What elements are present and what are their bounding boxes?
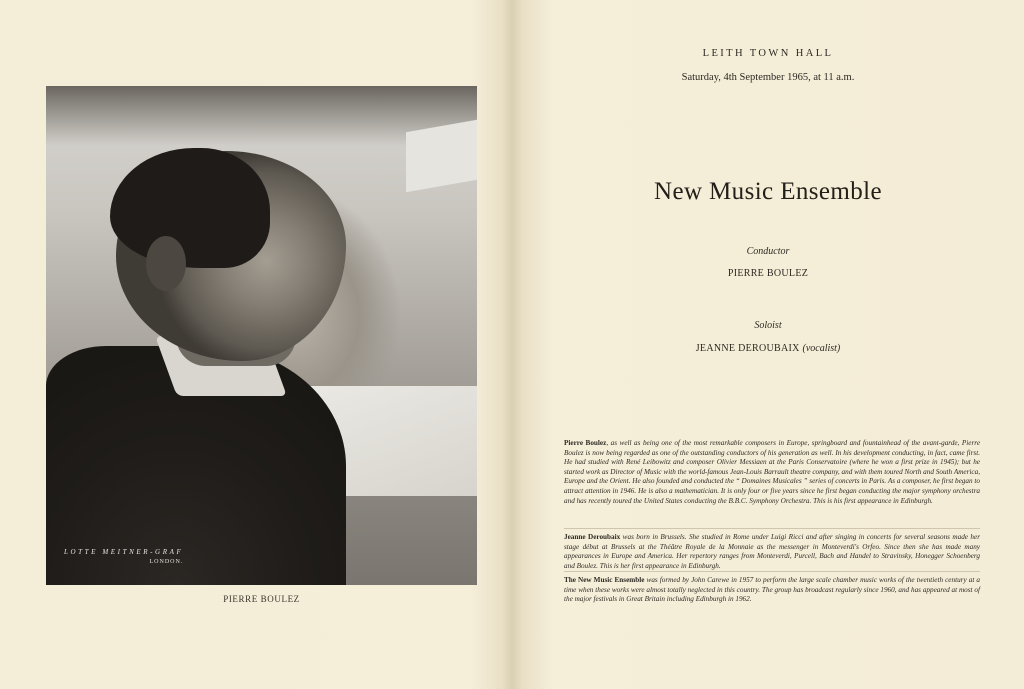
portrait-ear	[146, 236, 186, 291]
photo-credit-name: LOTTE MEITNER-GRAF	[64, 548, 184, 556]
soloist-label: Soloist	[754, 320, 782, 331]
bio-paragraph	[564, 576, 980, 605]
soloist-name: JEANNE DEROUBAIX	[695, 343, 800, 354]
bio-name: The New Music Ensemble	[564, 576, 645, 584]
soloist-note: (vocalist)	[802, 343, 841, 354]
portrait-hair	[110, 148, 270, 268]
bio-name: Pierre Boulez	[564, 439, 607, 447]
ensemble-title: New Music Ensemble	[654, 178, 882, 205]
left-page	[0, 0, 508, 689]
photo-credit	[64, 547, 183, 567]
conductor-label: Conductor	[746, 246, 790, 257]
bio-text: , as well as being one of the most remarkable composers in Europe, springboard and fountainhead of the avant-garde, Pierre Boulez is now being regarded as one of the outstanding conductors of his generation as well. In his development conducting, in fact, came first. He had studied with René Leibowitz and composer Olivier Messiaen at the Paris Conservatoire (where he won a first prize in 1945); but he started work as Director of Music with the world-famous Jean-Louis Barrault theatre company, and with them toured North and South America, Europe and the Orient. He also founded and conducted the “ Domaines Musicales ” series of concerts in Paris. As a composer, he first began to attract attention in 1946. He is also a mathematician. It is only four or five years since he first began conducting the major symphony orchestra and has recently toured the United States conducting the B.B.C. Symphony Orchestra. This is his first appearance in Edinburgh.	[564, 439, 981, 505]
concert-date: Saturday, 4th September 1965, at 11 a.m.	[681, 72, 855, 83]
bio-paragraph	[564, 439, 980, 506]
venue-heading: LEITH TOWN HALL	[702, 48, 834, 59]
photo-caption: PIERRE BOULEZ	[223, 594, 300, 604]
photo-background-light	[406, 120, 477, 193]
divider	[564, 528, 980, 529]
photo-credit-city: LONDON.	[149, 559, 184, 565]
soloist-line	[512, 343, 1024, 354]
divider	[564, 571, 980, 572]
bio-text: was formed by John Carewe in 1957 to perform the large scale chamber music works of the twentieth century at a time when these works were almost totally neglected in this country. The group has broadcast regularly since 1960, and has appeared at most of the major festivals in Great Britain including Edinburgh in 1962.	[564, 576, 980, 604]
portrait-photo	[46, 86, 477, 585]
conductor-name: PIERRE BOULEZ	[727, 268, 809, 279]
right-page	[512, 0, 1024, 689]
bio-text: was born in Brussels. She studied in Rome under Luigi Ricci and after singing in concerts for several seasons made her stage début at Brussels at the Théâtre Royale de la Monnaie as the messenger in Monteverdi's Orfeo. Since then she has made many appearances in Europe and America. Her repertory ranges from Monteverdi, Purcell, Bach and Handel to Stravinsky, Honegger Schoenberg and Boulez. This is her first appearance in Edinburgh.	[564, 533, 981, 570]
bio-name: Jeanne Deroubaix	[564, 533, 621, 541]
bio-paragraph	[564, 533, 980, 571]
